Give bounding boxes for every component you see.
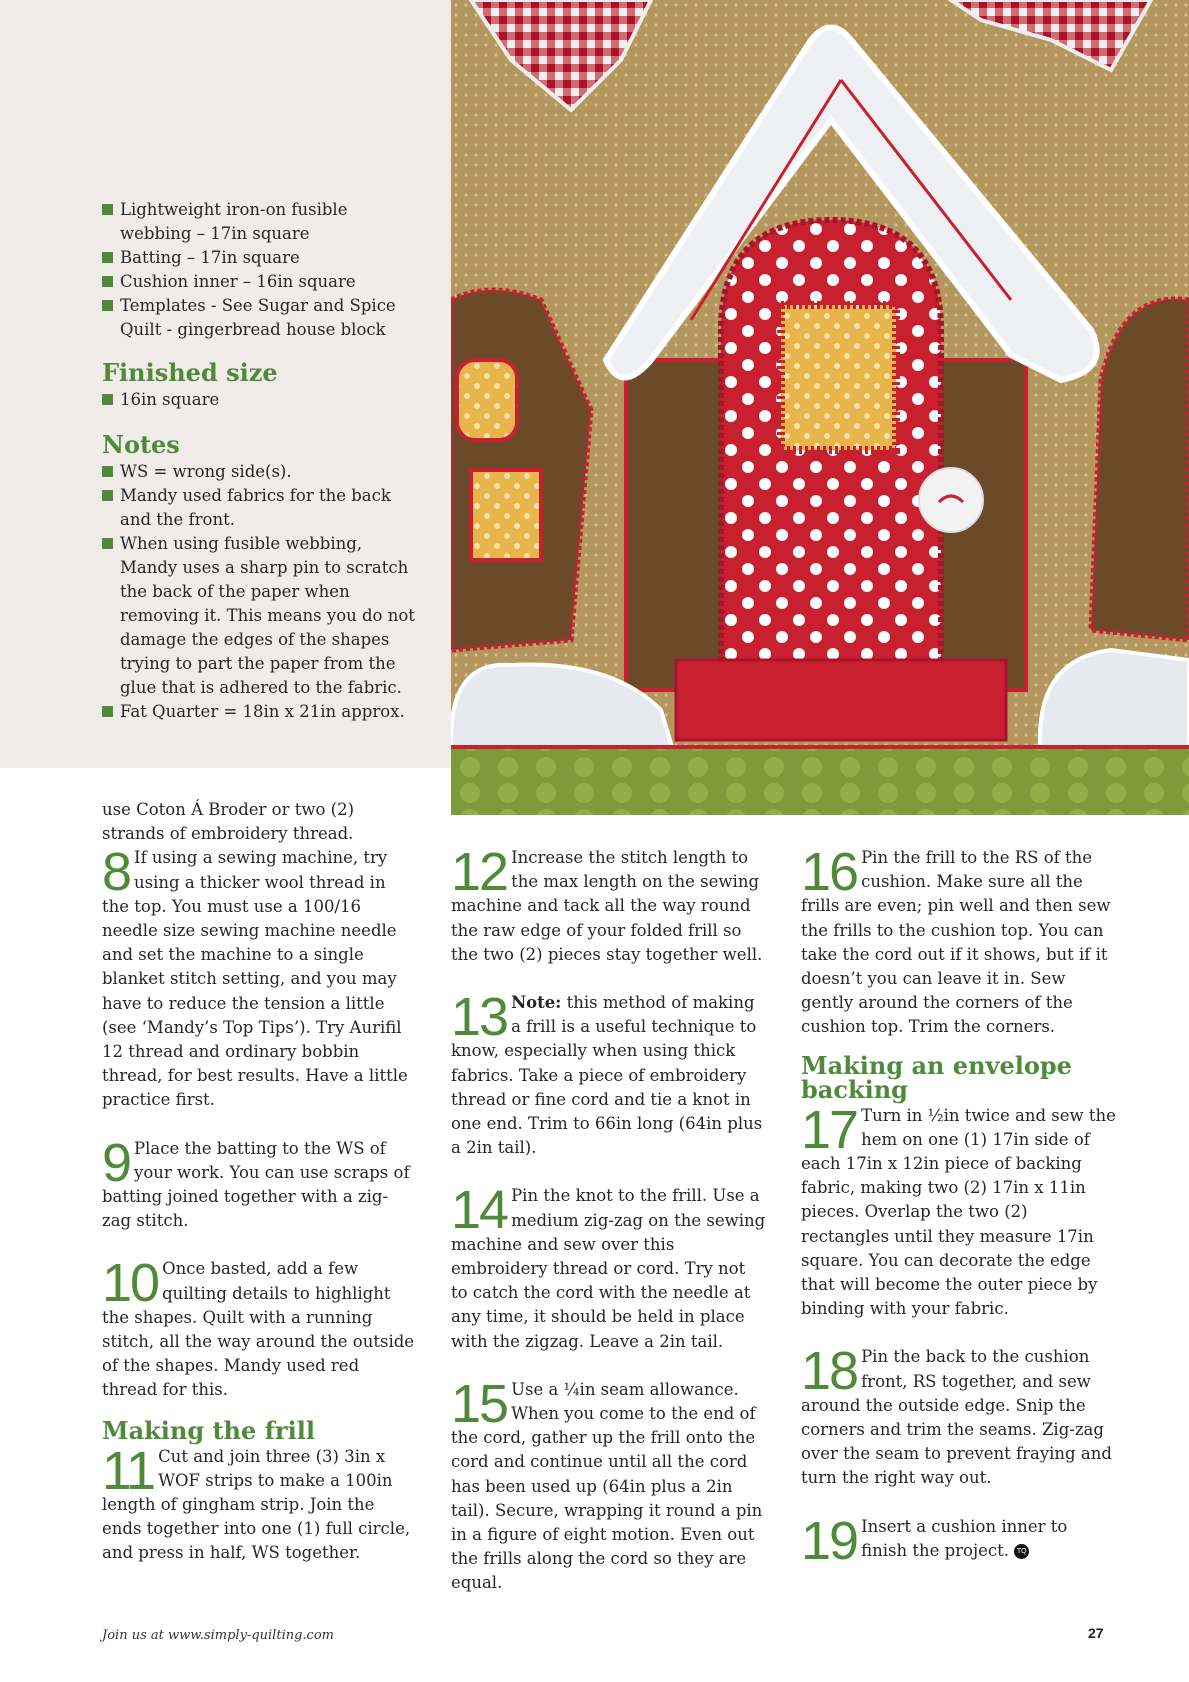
list-item: Mandy used fabrics for the back and the front.: [102, 484, 422, 532]
bullet-square-icon: [102, 300, 113, 311]
step-text: Increase the stitch length to the max length on the sewing machine and tack all the way round the raw edge of your folded frill so the two (2) pieces stay together well.: [451, 848, 763, 964]
bullet-square-icon: [102, 394, 113, 405]
bullet-square-icon: [102, 490, 113, 501]
step-number: 10: [102, 1253, 159, 1314]
step-number: 11: [102, 1440, 155, 1501]
finished-size-section: [102, 358, 422, 412]
column-3: [801, 842, 1116, 1587]
step-19: [801, 1510, 1116, 1571]
step-15: [451, 1373, 766, 1596]
notes-section: [102, 430, 422, 724]
bullet-square-icon: [102, 252, 113, 263]
step-14: [451, 1180, 766, 1353]
footer-website: Join us at www.simply-quilting.com: [102, 1628, 334, 1643]
step-16: [801, 842, 1116, 1040]
column-2: [451, 842, 766, 1620]
step-text: Insert a cushion inner to finish the project.: [861, 1516, 1068, 1560]
step-number: 9: [102, 1132, 131, 1193]
step-11: [102, 1440, 417, 1566]
step-12: [451, 842, 766, 967]
step-10: [102, 1253, 417, 1402]
step-number: 17: [801, 1099, 858, 1160]
list-item: Templates - See Sugar and Spice Quilt - gingerbread house block: [102, 294, 422, 342]
step-text: Cut and join three (3) 3in x WOF strips to make a 100in length of gingham strip. Join the ends together into one (1) full circle, and press in half, WS together.: [102, 1446, 411, 1563]
bullet-square-icon: [102, 466, 113, 477]
step-text: Place the batting to the WS of your work. You can use scraps of batting joined together with a zig-zag stitch.: [102, 1138, 410, 1231]
step-17: [801, 1099, 1116, 1322]
step-text: Turn in ½in twice and sew the hem on one (1) 17in side of each 17in x 12in piece of backing fabric, making two (2) 17in x 11in pieces. Overlap the two (2) rectangles until they measure 17in square. You can decorate the edge that will become the outer piece by binding with your fabric.: [801, 1105, 1116, 1319]
notes-heading: Notes: [102, 430, 180, 459]
list-item: Fat Quarter = 18in x 21in approx.: [102, 700, 422, 724]
step-number: 19: [801, 1510, 858, 1571]
step-text: Pin the knot to the frill. Use a medium zig-zag on the sewing machine and sew over this embroidery thread or cord. Try not to catch the cord with the needle at any time, it should be held in place with the zigzag. Leave a 2in tail.: [451, 1186, 766, 1351]
step-8: [102, 842, 417, 1112]
step-text: Pin the frill to the RS of the cushion. Make sure all the frills are even; pin well and then sew the frills to the cushion top. You can take the cord out if it shows, but if it doesn’t you can leave it in. Sew gently around the corners of the cushion top. Trim the corners.: [801, 848, 1111, 1037]
tq-end-mark-icon: TQ: [1014, 1544, 1029, 1559]
list-item: Batting – 17in square: [102, 246, 422, 270]
frill-heading: Making the frill: [102, 1415, 315, 1445]
note-label: Note:: [511, 993, 562, 1013]
bullet-square-icon: [102, 276, 113, 287]
bullet-square-icon: [102, 706, 113, 717]
list-item: Cushion inner – 16in square: [102, 270, 422, 294]
requirements-list: [102, 198, 422, 342]
bullet-square-icon: [102, 204, 113, 215]
step-number: 14: [451, 1180, 508, 1241]
step-number: 16: [801, 842, 858, 902]
finished-size-heading: Finished size: [102, 358, 278, 387]
page-number: 27: [1088, 1625, 1104, 1641]
step-number: 8: [102, 842, 131, 903]
step-number: 15: [451, 1373, 508, 1434]
step-18: [801, 1341, 1116, 1490]
backing-heading: Making an envelope backing: [801, 1050, 1072, 1104]
intro-text: use Coton Á Broder or two (2) strands of embroidery thread.: [102, 800, 355, 844]
step-text: Use a ¼in seam allowance. When you come to the end of the cord, gather up the frill onto the cord and continue until all the cord has been used up (64in plus a 2in tail). Secure, wrapping it round a pin in a figure of eight motion. Even out the frills along the cord so they are equal.: [451, 1379, 763, 1593]
bullet-square-icon: [102, 538, 113, 549]
step-number: 18: [801, 1341, 858, 1402]
list-item: Lightweight iron-on fusible webbing – 17in square: [102, 198, 422, 246]
list-item: WS = wrong side(s).: [102, 460, 422, 484]
step-9: [102, 1132, 417, 1234]
step-13: [451, 987, 766, 1160]
step-number: 13: [451, 987, 508, 1048]
step-number: 12: [451, 842, 508, 902]
list-item: 16in square: [102, 388, 422, 412]
list-item: When using fusible webbing, Mandy uses a sharp pin to scratch the back of the paper when removing it. This means you do not damage the edges of the shapes trying to part the paper from the glue that is adhered to the fabric.: [102, 532, 422, 700]
column-1: [102, 798, 417, 1590]
step-text: Pin the back to the cushion front, RS together, and sew around the outside edge. Snip the corners and trim the seams. Zig-zag over the seam to prevent fraying and turn the right way out.: [801, 1347, 1112, 1488]
step-text: If using a sewing machine, try using a thicker wool thread in the top. You must use a 100/16 needle size sewing machine needle and set the machine to a single blanket stitch setting, and you may have to reduce the tension a little (see ‘Mandy’s Top Tips’). Try Aurifil 12 thread and ordinary bobbin thread, for best results. Have a little practice first.: [102, 848, 408, 1110]
gingerbread-house-photo: [451, 0, 1189, 815]
step-text: Once basted, add a few quilting details to highlight the shapes. Quilt with a running stitch, all the way around the outside of the shapes. Mandy used red thread for this.: [102, 1259, 415, 1400]
step-text: this method of making a frill is a useful technique to know, especially when using thick fabrics. Take a piece of embroidery thread or fine cord and tie a knot in one end. Trim to 66in long (64in plus a 2in tail).: [451, 993, 763, 1158]
